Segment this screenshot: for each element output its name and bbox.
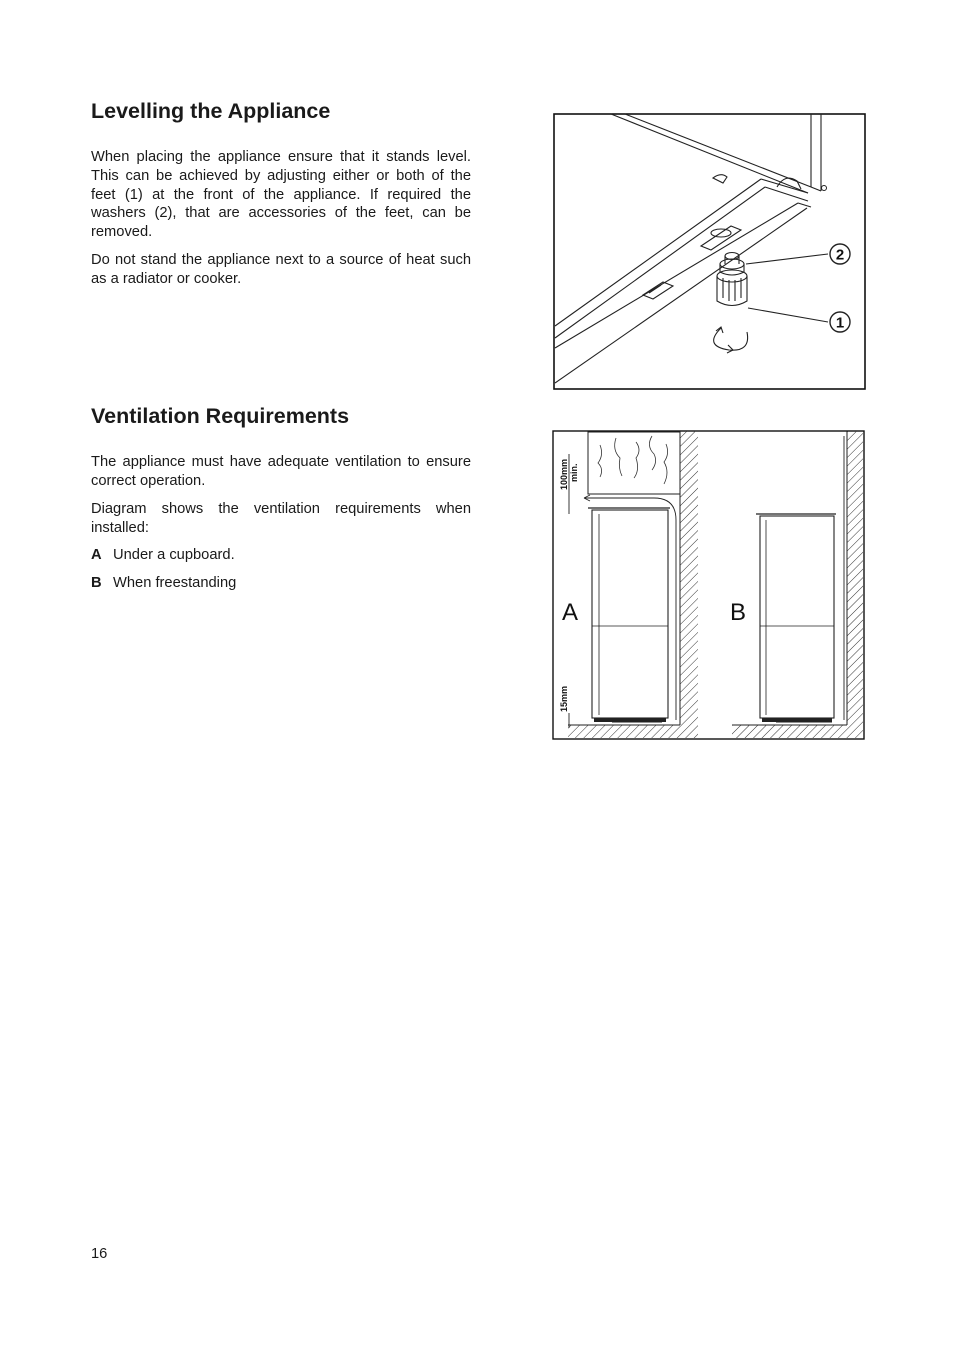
list-item-b bbox=[91, 574, 236, 592]
heading-ventilation: Ventilation Requirements bbox=[91, 404, 350, 428]
label-a: A bbox=[562, 599, 579, 626]
list-item-b-label: B bbox=[91, 575, 102, 591]
paragraph-ventilation-1: The appliance must have adequate ventilation to ensure correct operation. bbox=[91, 454, 471, 489]
heading-levelling: Levelling the Appliance bbox=[91, 99, 331, 123]
page-number: 16 bbox=[91, 1246, 108, 1262]
dim-100mm: 100mm bbox=[559, 458, 569, 490]
list-item-a-text: Under a cupboard. bbox=[113, 547, 235, 563]
paragraph-ventilation-2: Diagram shows the ventilation requirements when installed: bbox=[91, 501, 471, 536]
callout-1: 1 bbox=[835, 314, 845, 332]
levelling-foot-figure bbox=[553, 113, 866, 390]
paragraph-levelling-1: When placing the appliance ensure that it stands level. This can be achieved by adjusting either or both of the feet (1) at the front of the appliance. If required the washers (2), that are accessories of the feet, can be removed. bbox=[91, 149, 471, 241]
dim-15mm: 15mm bbox=[559, 685, 569, 712]
dim-min: min. bbox=[569, 463, 579, 482]
list-item-a-label: A bbox=[91, 547, 102, 563]
paragraph-levelling-2: Do not stand the appliance next to a source of heat such as a radiator or cooker. bbox=[91, 252, 471, 287]
label-b: B bbox=[730, 599, 747, 626]
list-item-b-text: When freestanding bbox=[113, 575, 237, 591]
list-item-a bbox=[91, 546, 235, 564]
callout-2: 2 bbox=[835, 246, 845, 264]
ventilation-figure bbox=[552, 430, 865, 740]
